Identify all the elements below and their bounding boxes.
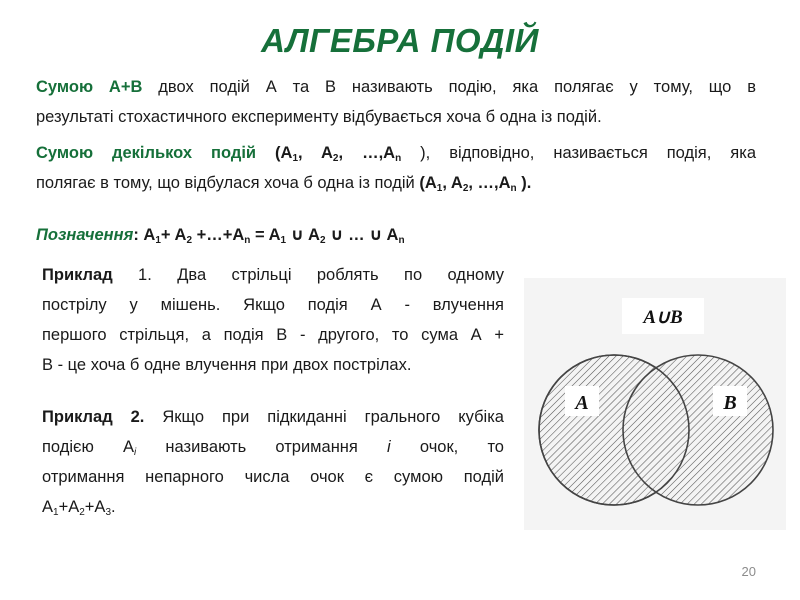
- diagram-label-a: A: [575, 392, 589, 414]
- example-2-line1: Приклад 2. Якщо при підкиданні грального кубіка: [42, 408, 504, 426]
- circle-b: [623, 355, 773, 505]
- example-1-line4: В - це хоча б одне влучення при двох пострілах.: [42, 356, 412, 374]
- multi-sum-line1: Сумою декількох подій ($A_1$, $A_2$, $\dots,A_n$ ), відповідно, називається подія, яка: [36, 144, 756, 164]
- example-1-line2: пострілу у мішень. Якщо подія А - влучення: [42, 296, 504, 314]
- example-2-line2: подією $А_i$ називають отримання i очок, то: [42, 438, 504, 458]
- example-2: [42, 402, 504, 522]
- diagram-label-b: B: [723, 392, 737, 414]
- page-number: 20: [741, 564, 756, 579]
- diagram-caption: A∪B: [643, 307, 683, 328]
- venn-svg: [524, 278, 786, 530]
- sum-definition: [36, 72, 756, 132]
- example-2-line4: $A_1+A_2+A_3$.: [42, 498, 116, 518]
- sum-definition-line1: Сумою A+B двох подій А та В називають подію, яка полягає у тому, що в: [36, 78, 756, 96]
- multi-sum-line2: полягає в тому, що відбулася хоча б одна із подій ($A_1$, $A_2$, $\dots,A_n$ ).: [36, 174, 532, 194]
- example-1-line3: першого стрільця, а подія В - другого, то сума А +: [42, 326, 504, 344]
- multi-sum-definition: [36, 138, 756, 198]
- example-1-line1: Приклад 1. Два стрільці роблять по одному: [42, 266, 505, 284]
- example-1: [42, 260, 504, 380]
- sum-term: Сумою A+B: [36, 78, 143, 96]
- slide-title: АЛГЕБРА ПОДІЙ: [261, 22, 539, 59]
- notation-label: Позначення: [36, 226, 134, 244]
- sum-definition-line2: результаті стохастичного експерименту відбувається хоча б одна із подій.: [36, 108, 602, 126]
- multi-sum-term: Сумою декількох подій: [36, 144, 257, 162]
- example-2-line3: отримання непарного числа очок є сумою подій: [42, 468, 504, 486]
- notation-formula: Позначення: $A_1+ A_2$ $+\dots+A_n = A_1$ ∪ $A_2$ ∪ … ∪ $A_n$: [36, 226, 405, 246]
- venn-diagram: [524, 278, 786, 530]
